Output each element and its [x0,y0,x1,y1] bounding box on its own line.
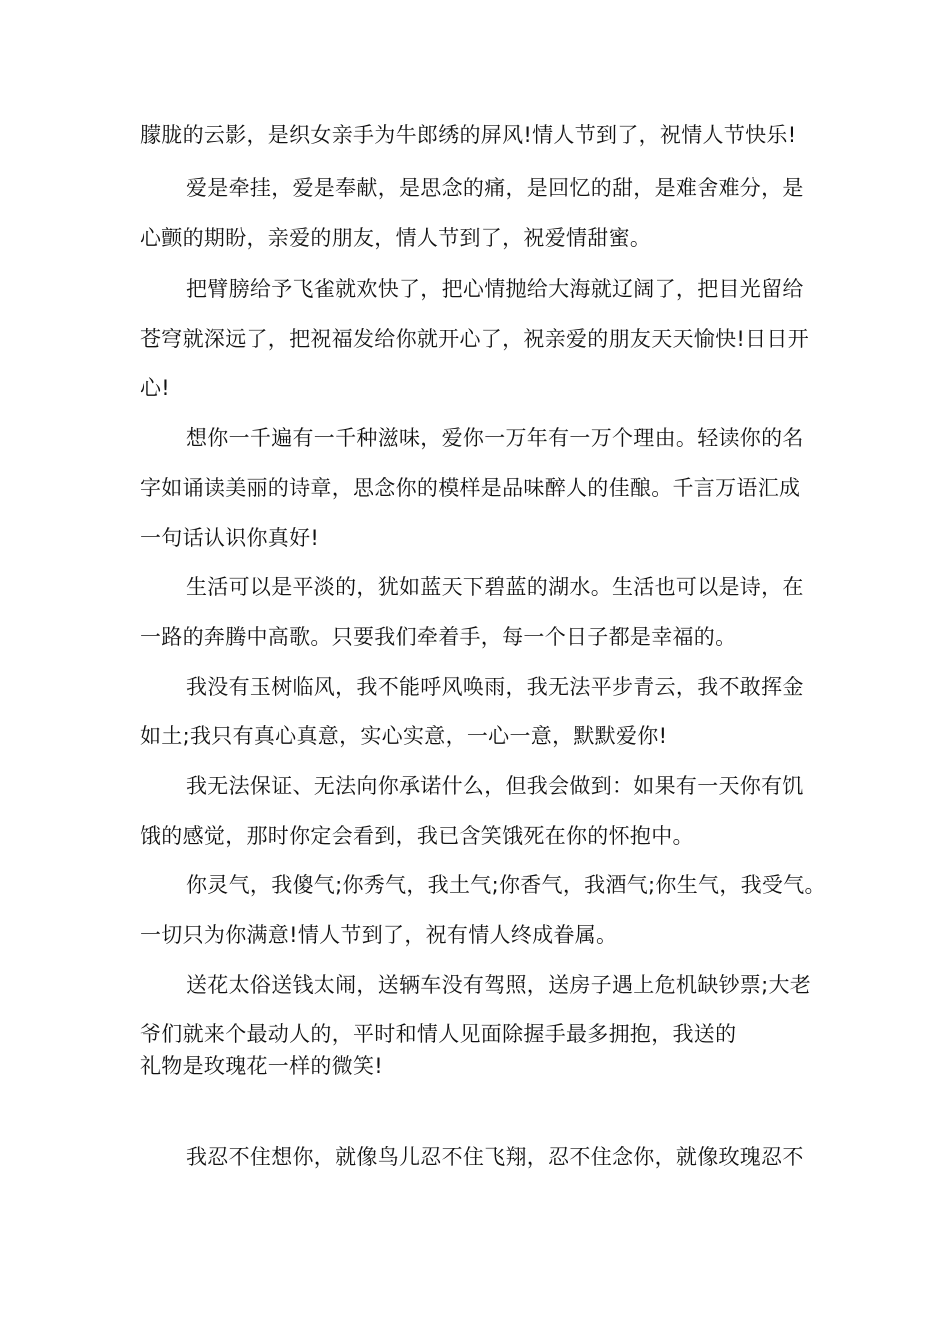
paragraph-first-line: 把臂膀给予飞雀就欢快了，把心情抛给大海就辽阔了，把目光留给 [186,277,804,301]
paragraph-first-line: 爱是牵挂，爱是奉献，是思念的痛，是回忆的甜，是难舍难分，是 [186,176,804,200]
paragraph-first-line: 你灵气，我傻气;你秀气，我土气;你香气，我酒气;你生气，我受气。 [186,873,826,897]
text-line: 朦胧的云影，是织女亲手为牛郎绣的屏风!情人节到了，祝情人节快乐! [140,123,797,147]
paragraph-first-line: 想你一千遍有一千种滋味，爱你一万年有一万个理由。轻读你的名 [186,426,804,450]
text-line: 如土;我只有真心真意，实心实意，一心一意，默默爱你! [140,724,668,748]
text-line: 心颤的期盼，亲爱的朋友，情人节到了，祝爱情甜蜜。 [140,226,652,250]
text-line: 爷们就来个最动人的，平时和情人见面除握手最多拥抱，我送的 [140,1022,737,1046]
text-line: 心! [140,376,171,400]
text-line: 一句话认识你真好! [140,526,320,550]
text-line: 一路的奔腾中高歌。只要我们牵着手，每一个日子都是幸福的。 [140,625,737,649]
text-line: 饿的感觉，那时你定会看到，我已含笑饿死在你的怀抱中。 [140,824,694,848]
text-line: 苍穹就深远了，把祝福发给你就开心了，祝亲爱的朋友天天愉快!日日开 [140,327,810,351]
paragraph-first-line: 送花太俗送钱太闹，送辆车没有驾照，送房子遇上危机缺钞票;大老 [186,973,812,997]
text-line: 一切只为你满意!情人节到了，祝有情人终成眷属。 [140,923,618,947]
paragraph-first-line: 我无法保证、无法向你承诺什么，但我会做到：如果有一天你有饥 [186,774,804,798]
text-line: 字如诵读美丽的诗章，思念你的模样是品味醉人的佳酿。千言万语汇成 [140,476,801,500]
paragraph-first-line: 生活可以是平淡的，犹如蓝天下碧蓝的湖水。生活也可以是诗，在 [186,575,804,599]
text-line: 礼物是玫瑰花一样的微笑! [140,1054,384,1078]
paragraph-first-line: 我没有玉树临风，我不能呼风唤雨，我无法平步青云，我不敢挥金 [186,675,804,699]
paragraph-first-line: 我忍不住想你，就像鸟儿忍不住飞翔，忍不住念你，就像玫瑰忍不 [186,1145,804,1169]
